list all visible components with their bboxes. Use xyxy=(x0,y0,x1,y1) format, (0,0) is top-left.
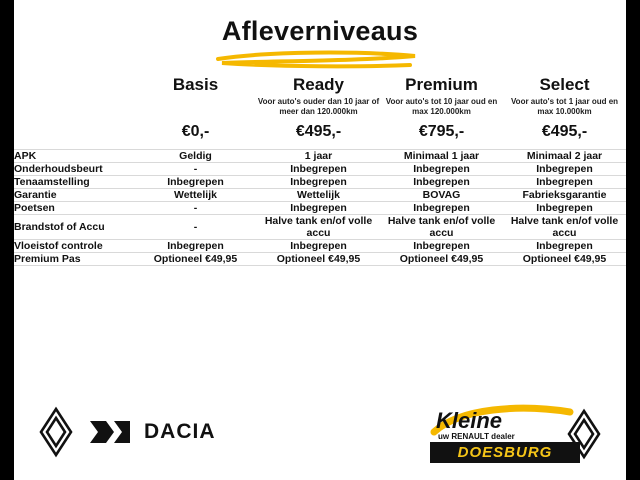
row-value: Inbegrepen xyxy=(290,163,347,175)
dealer-name: Kleine xyxy=(436,408,503,433)
dealer-logo xyxy=(430,402,610,464)
package-header-ready xyxy=(257,75,380,150)
row-value: Inbegrepen xyxy=(536,163,593,175)
package-name: Select xyxy=(539,75,590,94)
row-label: Brandstof of Accu xyxy=(14,221,105,233)
row-value: 1 jaar xyxy=(304,150,333,162)
package-header-select xyxy=(503,75,626,150)
footer xyxy=(14,402,626,466)
row-label: Premium Pas xyxy=(14,253,81,265)
row-label: Onderhoudsbeurt xyxy=(14,163,103,175)
package-price: €0,- xyxy=(181,123,210,140)
row-value: Inbegrepen xyxy=(167,240,224,252)
row-value: Minimaal 1 jaar xyxy=(403,150,480,162)
brand-logos xyxy=(36,406,216,458)
row-value: Inbegrepen xyxy=(413,176,470,188)
table-row xyxy=(14,163,626,176)
package-desc: Voor auto's tot 1 jaar oud en max 10.000km xyxy=(510,97,619,116)
package-desc: Voor auto's ouder dan 10 jaar of meer dan 120.000km xyxy=(257,97,380,116)
renault-diamond-icon xyxy=(564,408,604,460)
row-value: Optioneel €49,95 xyxy=(153,253,238,265)
row-value: Inbegrepen xyxy=(167,176,224,188)
table-row xyxy=(14,240,626,253)
row-label: APK xyxy=(14,150,37,162)
row-value: Halve tank en/of volle accu xyxy=(264,215,373,239)
row-value: Optioneel €49,95 xyxy=(522,253,607,265)
row-label: Poetsen xyxy=(14,202,55,214)
package-price: €495,- xyxy=(541,123,588,140)
package-price: €495,- xyxy=(295,123,342,140)
row-value: Minimaal 2 jaar xyxy=(526,150,603,162)
row-label: Garantie xyxy=(14,189,57,201)
row-label: Tenaamstelling xyxy=(14,176,90,188)
table-row xyxy=(14,253,626,266)
row-value: Inbegrepen xyxy=(536,202,593,214)
package-header-premium xyxy=(380,75,503,150)
row-value: BOVAG xyxy=(422,189,461,201)
page-title: Afleverniveaus xyxy=(221,16,419,46)
dacia-wordmark: DACIA xyxy=(144,420,216,443)
renault-diamond-icon xyxy=(36,406,76,458)
header-spacer xyxy=(14,75,134,150)
package-name: Basis xyxy=(172,75,219,94)
package-price: €795,- xyxy=(418,123,465,140)
table-row xyxy=(14,176,626,189)
row-value: Optioneel €49,95 xyxy=(276,253,361,265)
table-row xyxy=(14,150,626,163)
row-value: Inbegrepen xyxy=(290,240,347,252)
dealer-subtitle: uw RENAULT dealer xyxy=(438,432,515,441)
row-value: - xyxy=(193,202,198,214)
package-name: Ready xyxy=(292,75,345,94)
row-value: Optioneel €49,95 xyxy=(399,253,484,265)
dealer-city: DOESBURG xyxy=(430,442,580,463)
document-page xyxy=(14,0,626,480)
row-value: Halve tank en/of volle accu xyxy=(510,215,619,239)
row-value: Inbegrepen xyxy=(413,240,470,252)
row-value: Inbegrepen xyxy=(413,202,470,214)
row-value: Fabrieksgarantie xyxy=(522,189,607,201)
row-value: Wettelijk xyxy=(174,189,217,201)
package-desc xyxy=(134,97,257,117)
row-value: Halve tank en/of volle accu xyxy=(387,215,496,239)
package-header-basis xyxy=(134,75,257,150)
package-name: Premium xyxy=(405,75,478,94)
comparison-table xyxy=(14,75,626,266)
row-value: Inbegrepen xyxy=(536,176,593,188)
row-value: Geldig xyxy=(179,150,212,162)
row-value: Inbegrepen xyxy=(290,176,347,188)
table-row xyxy=(14,202,626,215)
dacia-emblem-icon xyxy=(88,417,132,447)
row-value: - xyxy=(193,221,198,233)
row-value: Inbegrepen xyxy=(536,240,593,252)
table-row xyxy=(14,215,626,240)
row-value: Inbegrepen xyxy=(413,163,470,175)
table-header-row xyxy=(14,75,626,150)
table-row xyxy=(14,189,626,202)
swoosh-icon xyxy=(210,47,430,73)
row-value: - xyxy=(193,163,198,175)
row-value: Inbegrepen xyxy=(290,202,347,214)
package-desc: Voor auto's tot 10 jaar oud en max 120.000km xyxy=(385,97,498,116)
title-underline xyxy=(14,47,626,73)
row-value: Wettelijk xyxy=(297,189,340,201)
row-label: Vloeistof controle xyxy=(14,240,103,252)
